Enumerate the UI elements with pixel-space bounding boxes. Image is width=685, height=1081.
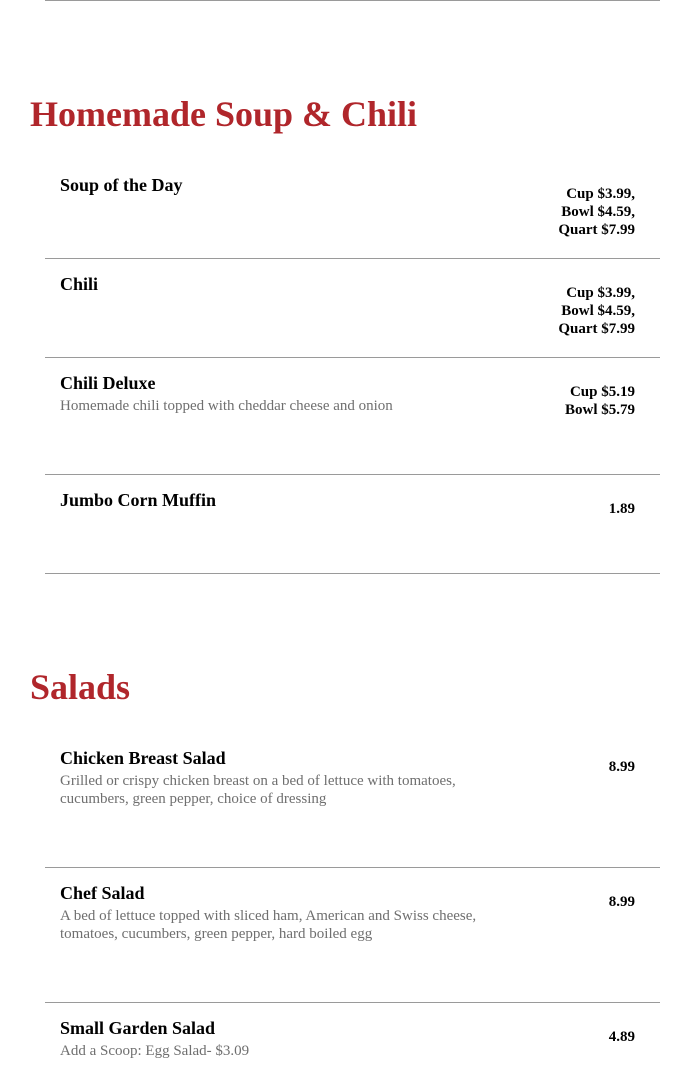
price-value: 8.99 <box>608 759 635 775</box>
price-quart: Quart $7.99 <box>558 321 635 337</box>
menu-item[interactable] <box>45 175 660 259</box>
price-bowl: Bowl $4.59, <box>561 303 635 319</box>
menu-item[interactable] <box>45 274 660 358</box>
price-quart: Quart $7.99 <box>558 222 635 238</box>
item-price <box>609 758 635 776</box>
price-bowl: Bowl $5.79 <box>564 402 635 418</box>
price-cup: Cup $3.99, <box>566 285 635 301</box>
section-title-soup-chili: Homemade Soup & Chili <box>30 94 418 134</box>
price-value: 8.99 <box>608 894 635 910</box>
item-name: Chef Salad <box>60 883 145 903</box>
menu-item[interactable] <box>45 1018 660 1081</box>
price-value: 4.89 <box>608 1029 635 1045</box>
menu-item[interactable] <box>45 883 660 1003</box>
menu-item[interactable] <box>45 373 660 475</box>
item-price <box>558 185 635 239</box>
item-description: Grilled or crispy chicken breast on a bed of lettuce with tomatoes, cucumbers, green pepper, choice of dressing <box>60 773 456 807</box>
item-name: Small Garden Salad <box>60 1018 216 1038</box>
item-price <box>609 1028 635 1046</box>
item-name: Chili <box>60 274 99 294</box>
item-description: Homemade chili topped with cheddar cheese and onion <box>60 398 393 414</box>
item-description: A bed of lettuce topped with sliced ham, American and Swiss cheese, tomatoes, cucumbers, green pepper, hard boiled egg <box>60 908 477 942</box>
menu-item[interactable] <box>45 748 660 868</box>
price-cup: Cup $5.19 <box>569 384 635 400</box>
item-name: Jumbo Corn Muffin <box>60 490 217 510</box>
price-value: 1.89 <box>608 501 635 517</box>
item-name: Soup of the Day <box>60 175 183 195</box>
item-price <box>565 383 635 419</box>
section-title-salads: Salads <box>30 667 131 707</box>
item-name: Chicken Breast Salad <box>60 748 226 768</box>
top-divider <box>45 0 660 1</box>
item-price <box>609 500 635 518</box>
price-bowl: Bowl $4.59, <box>561 204 635 220</box>
price-cup: Cup $3.99, <box>566 186 635 202</box>
item-name: Chili Deluxe <box>60 373 156 393</box>
item-description: Add a Scoop: Egg Salad- $3.09 <box>60 1043 250 1059</box>
menu-item[interactable] <box>45 490 660 574</box>
item-price <box>558 284 635 338</box>
item-price <box>609 893 635 911</box>
